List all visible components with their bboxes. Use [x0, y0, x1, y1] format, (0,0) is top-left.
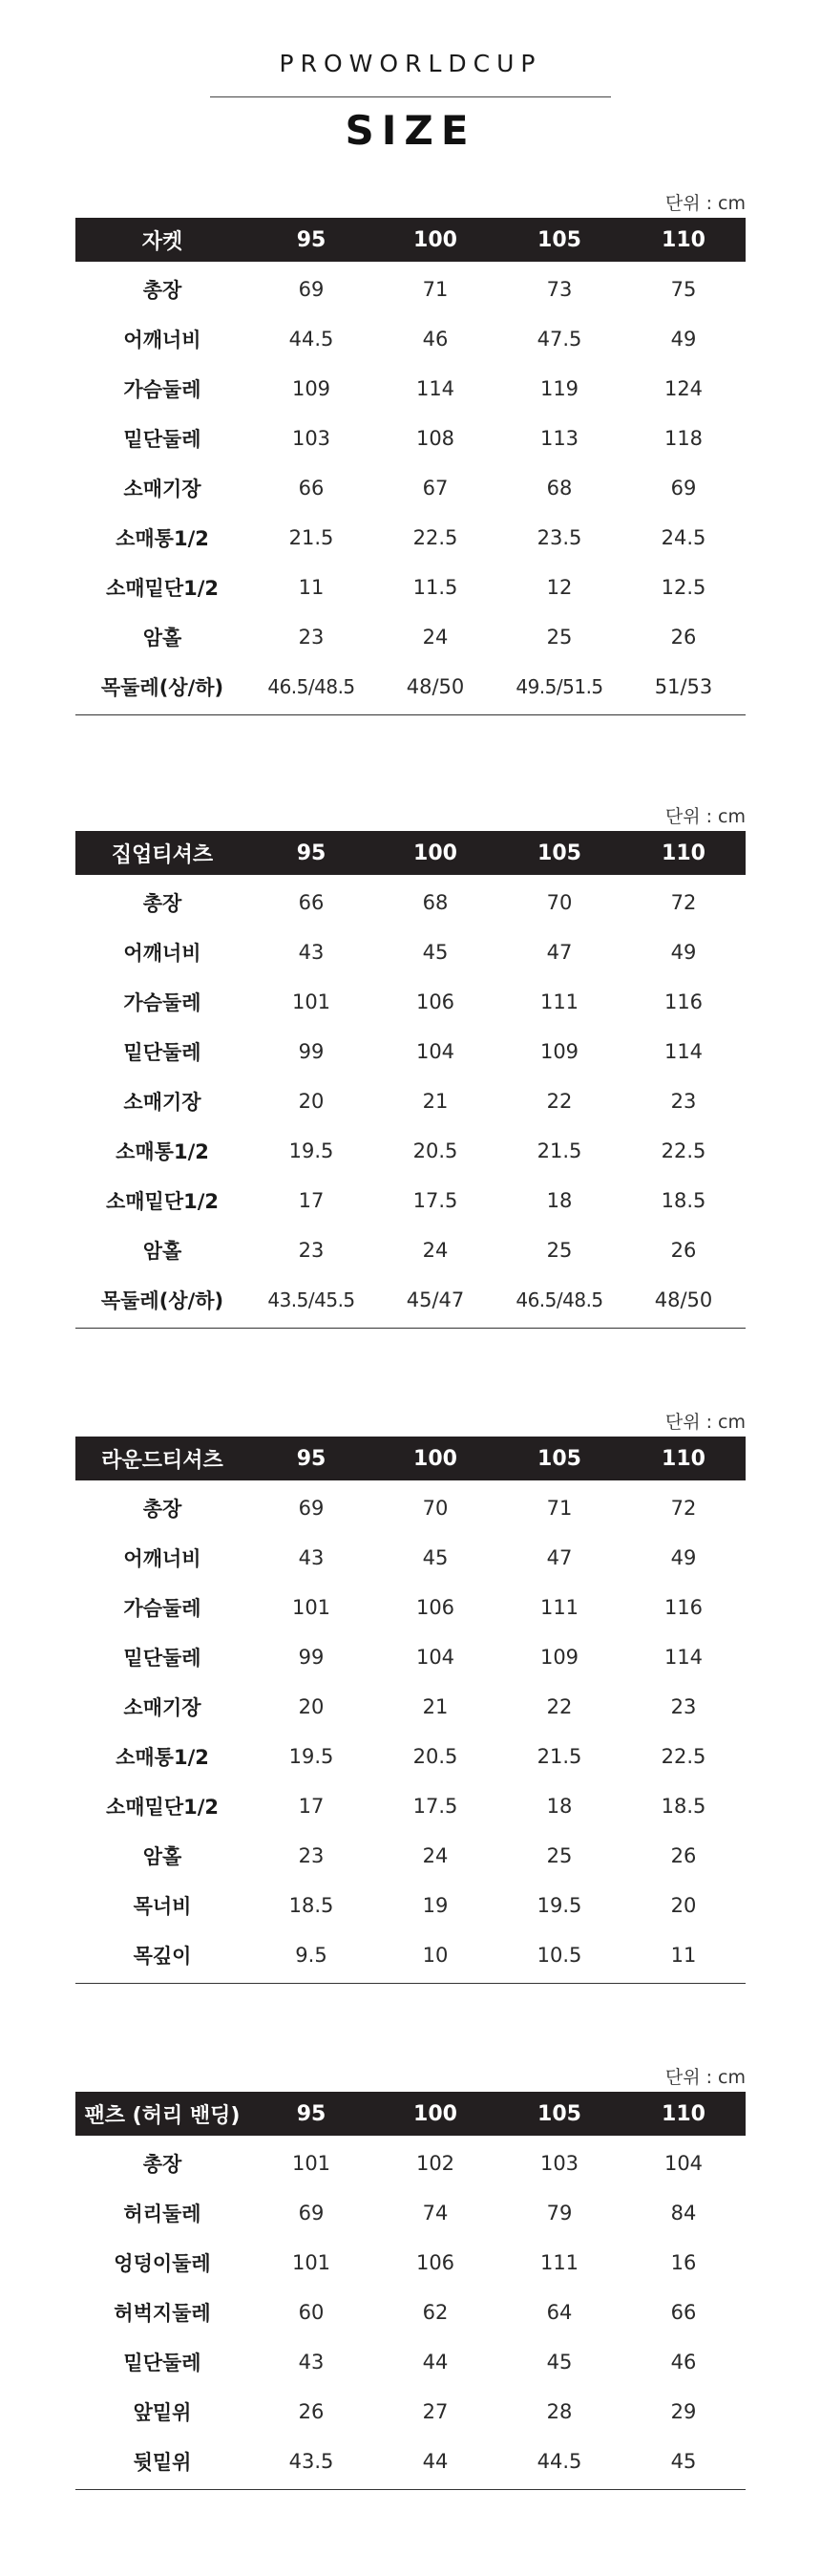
measurement-value: 114	[415, 377, 455, 400]
measurement-value: 104	[415, 1040, 455, 1063]
measurement-value: 45	[546, 2351, 573, 2374]
measurement-value: 46	[670, 2351, 697, 2374]
table-row	[75, 2288, 746, 2337]
measurement-value: 49	[670, 328, 697, 351]
measurement-label: 총장	[142, 2153, 182, 2176]
measurement-label: 목둘레(상/하)	[75, 1275, 249, 1329]
measurement-value: 47	[546, 941, 573, 964]
header-row	[75, 218, 746, 262]
measurement-label: 밑단둘레	[123, 2352, 201, 2374]
measurement-value: 43	[298, 2351, 325, 2374]
table-row	[75, 977, 746, 1027]
unit-label: 단위 : cm	[664, 806, 746, 827]
size-header: 100	[373, 2092, 497, 2136]
table-row	[75, 612, 746, 662]
header-row	[75, 1437, 746, 1480]
table-row	[75, 1831, 746, 1881]
measurement-label: 앞밑위	[133, 2401, 192, 2424]
measurement-label: 허리둘레	[123, 2203, 201, 2225]
category-header: 집업티셔츠	[75, 831, 249, 875]
measurement-value: 109	[539, 1646, 579, 1669]
measurement-value: 20	[670, 1894, 697, 1917]
measurement-label: 가슴둘레	[123, 1597, 201, 1620]
measurement-value: 47	[546, 1546, 573, 1569]
measurement-value: 99	[298, 1040, 325, 1063]
table-row	[75, 2387, 746, 2437]
table-row	[75, 314, 746, 364]
measurement-value: 12	[546, 576, 573, 599]
measurement-value: 23	[670, 1695, 697, 1718]
table-row	[75, 364, 746, 414]
measurement-value: 68	[546, 477, 573, 500]
table-row	[75, 2136, 746, 2188]
table-row	[75, 1275, 746, 1329]
measurement-value: 60	[298, 2301, 325, 2324]
table-row	[75, 1583, 746, 1632]
table-row	[75, 927, 746, 977]
measurement-label: 소매밑단1/2	[105, 1190, 220, 1213]
table-row	[75, 2437, 746, 2490]
table-row	[75, 1682, 746, 1732]
measurement-label: 뒷밑위	[75, 2437, 249, 2490]
measurement-value: 43.5/45.5	[249, 1275, 373, 1329]
measurement-value: 111	[539, 1596, 579, 1619]
measurement-value: 18.5	[661, 1795, 706, 1818]
measurement-value: 43	[298, 941, 325, 964]
unit-label: 단위 : cm	[664, 2067, 746, 2088]
measurement-value: 99	[298, 1646, 325, 1669]
measurement-value: 22.5	[661, 1139, 706, 1162]
measurement-value: 18.5	[661, 1189, 706, 1212]
table-row	[75, 1027, 746, 1076]
measurement-value: 45	[422, 1546, 449, 1569]
table-row	[75, 662, 746, 715]
measurement-value: 27	[422, 2400, 449, 2423]
measurement-value: 74	[422, 2202, 449, 2225]
table-row	[75, 1480, 746, 1533]
measurement-value: 17.5	[412, 1795, 458, 1818]
measurement-value: 22	[546, 1090, 573, 1113]
measurement-value: 48/50	[621, 1275, 746, 1329]
measurement-value: 22	[546, 1695, 573, 1718]
measurement-value: 104	[415, 1646, 455, 1669]
measurement-value: 62	[422, 2301, 449, 2324]
measurement-value: 66	[298, 891, 325, 914]
measurement-value: 116	[663, 990, 704, 1013]
header-row	[75, 831, 746, 875]
measurement-value: 108	[415, 427, 455, 450]
measurement-value: 20	[298, 1090, 325, 1113]
size-header: 95	[249, 831, 373, 875]
table-row	[75, 1176, 746, 1225]
measurement-label: 암홀	[142, 1845, 182, 1868]
table-row	[75, 1781, 746, 1831]
size-table	[75, 218, 746, 715]
measurement-value: 23.5	[537, 526, 582, 549]
measurement-value: 124	[663, 377, 704, 400]
measurement-label: 밑단둘레	[123, 428, 201, 451]
measurement-label: 어깨너비	[123, 1547, 201, 1570]
table-row	[75, 414, 746, 463]
brand-name: PROWORLDCUP	[279, 50, 542, 77]
measurement-label: 어깨너비	[123, 942, 201, 965]
table-row	[75, 1126, 746, 1176]
measurement-value: 11	[298, 576, 325, 599]
measurement-value: 9.5	[249, 1930, 373, 1984]
measurement-value: 70	[422, 1497, 449, 1520]
measurement-value: 22.5	[412, 526, 458, 549]
size-header: 105	[497, 1437, 621, 1480]
size-header: 105	[497, 218, 621, 262]
measurement-label: 가슴둘레	[123, 378, 201, 401]
measurement-value: 70	[546, 891, 573, 914]
table-row	[75, 1632, 746, 1682]
measurement-value: 19.5	[288, 1139, 334, 1162]
brand-divider	[210, 96, 611, 97]
measurement-label: 목둘레(상/하)	[75, 662, 249, 715]
measurement-label: 암홀	[142, 627, 182, 649]
measurement-value: 101	[291, 990, 331, 1013]
measurement-label: 엉덩이둘레	[114, 2252, 211, 2275]
measurement-value: 20.5	[412, 1139, 458, 1162]
measurement-label: 밑단둘레	[123, 1647, 201, 1670]
size-header: 95	[249, 218, 373, 262]
measurement-value: 69	[298, 2202, 325, 2225]
measurement-value: 43	[298, 1546, 325, 1569]
measurement-value: 118	[663, 427, 704, 450]
measurement-value: 64	[546, 2301, 573, 2324]
measurement-value: 111	[539, 2251, 579, 2274]
measurement-label: 소매통1/2	[116, 527, 209, 550]
measurement-value: 21	[422, 1695, 449, 1718]
measurement-label: 소매기장	[123, 478, 201, 500]
size-header: 105	[497, 2092, 621, 2136]
measurement-value: 66	[670, 2301, 697, 2324]
measurement-label: 소매기장	[123, 1696, 201, 1719]
measurement-value: 26	[298, 2400, 325, 2423]
measurement-value: 46.5/48.5	[249, 662, 373, 715]
measurement-value: 29	[670, 2400, 697, 2423]
unit-label: 단위 : cm	[664, 1412, 746, 1433]
measurement-value: 106	[415, 990, 455, 1013]
measurement-value: 48/50	[373, 662, 497, 715]
measurement-value: 24.5	[661, 526, 706, 549]
table-row	[75, 1225, 746, 1275]
measurement-value: 10.5	[497, 1930, 621, 1984]
table-row	[75, 463, 746, 513]
measurement-value: 28	[546, 2400, 573, 2423]
measurement-value: 69	[298, 278, 325, 301]
measurement-value: 109	[291, 377, 331, 400]
measurement-label: 어깨너비	[123, 329, 201, 351]
table-row	[75, 1732, 746, 1781]
measurement-value: 46	[422, 328, 449, 351]
measurement-value: 69	[298, 1497, 325, 1520]
measurement-value: 20	[298, 1695, 325, 1718]
size-header: 100	[373, 218, 497, 262]
measurement-value: 66	[298, 477, 325, 500]
measurement-value: 43.5	[249, 2437, 373, 2490]
measurement-value: 114	[663, 1646, 704, 1669]
measurement-value: 72	[670, 1497, 697, 1520]
measurement-value: 12.5	[661, 576, 706, 599]
measurement-value: 101	[291, 2152, 331, 2175]
measurement-value: 69	[670, 477, 697, 500]
measurement-value: 46.5/48.5	[497, 1275, 621, 1329]
measurement-value: 20.5	[412, 1745, 458, 1768]
measurement-value: 103	[539, 2152, 579, 2175]
measurement-value: 24	[422, 1239, 449, 1262]
table-row	[75, 1533, 746, 1583]
measurement-label: 밑단둘레	[123, 1041, 201, 1064]
measurement-label: 암홀	[142, 1240, 182, 1263]
measurement-value: 21	[422, 1090, 449, 1113]
size-header: 110	[621, 218, 746, 262]
measurement-value: 22.5	[661, 1745, 706, 1768]
size-header: 100	[373, 1437, 497, 1480]
measurement-value: 23	[298, 626, 325, 649]
category-header: 라운드티셔츠	[75, 1437, 249, 1480]
measurement-value: 21.5	[537, 1745, 582, 1768]
measurement-value: 67	[422, 477, 449, 500]
measurement-value: 10	[373, 1930, 497, 1984]
size-header: 110	[621, 2092, 746, 2136]
measurement-value: 18.5	[288, 1894, 334, 1917]
measurement-value: 49	[670, 1546, 697, 1569]
measurement-label: 목깊이	[75, 1930, 249, 1984]
measurement-value: 104	[663, 2152, 704, 2175]
measurement-value: 103	[291, 427, 331, 450]
measurement-value: 109	[539, 1040, 579, 1063]
measurement-value: 25	[546, 1239, 573, 1262]
measurement-value: 71	[546, 1497, 573, 1520]
measurement-label: 소매밑단1/2	[105, 1796, 220, 1819]
measurement-value: 17.5	[412, 1189, 458, 1212]
measurement-value: 44	[422, 2351, 449, 2374]
size-header: 110	[621, 831, 746, 875]
measurement-value: 16	[670, 2251, 697, 2274]
measurement-value: 101	[291, 1596, 331, 1619]
measurement-value: 11.5	[412, 576, 458, 599]
table-row	[75, 563, 746, 612]
measurement-value: 45/47	[373, 1275, 497, 1329]
measurement-label: 소매통1/2	[116, 1746, 209, 1769]
measurement-value: 106	[415, 2251, 455, 2274]
measurement-value: 18	[546, 1795, 573, 1818]
measurement-value: 25	[546, 1844, 573, 1867]
measurement-value: 19.5	[537, 1894, 582, 1917]
measurement-label: 총장	[142, 1498, 182, 1521]
measurement-value: 17	[298, 1189, 325, 1212]
category-header: 자켓	[75, 218, 249, 262]
measurement-value: 51/53	[621, 662, 746, 715]
measurement-value: 26	[670, 1844, 697, 1867]
category-header: 팬츠 (허리 밴딩)	[75, 2092, 249, 2136]
measurement-value: 45	[621, 2437, 746, 2490]
measurement-value: 21.5	[288, 526, 334, 549]
measurement-value: 75	[670, 278, 697, 301]
measurement-value: 116	[663, 1596, 704, 1619]
size-header: 100	[373, 831, 497, 875]
table-row	[75, 1930, 746, 1984]
measurement-value: 18	[546, 1189, 573, 1212]
measurement-value: 49	[670, 941, 697, 964]
size-table	[75, 831, 746, 1329]
measurement-value: 106	[415, 1596, 455, 1619]
measurement-label: 소매밑단1/2	[105, 577, 220, 600]
measurement-label: 총장	[142, 892, 182, 915]
measurement-value: 44	[373, 2437, 497, 2490]
measurement-value: 23	[298, 1239, 325, 1262]
measurement-value: 114	[663, 1040, 704, 1063]
measurement-value: 84	[670, 2202, 697, 2225]
size-table	[75, 2092, 746, 2490]
measurement-value: 11	[621, 1930, 746, 1984]
table-row	[75, 262, 746, 314]
unit-label: 단위 : cm	[664, 193, 746, 214]
measurement-value: 25	[546, 626, 573, 649]
measurement-value: 111	[539, 990, 579, 1013]
measurement-label: 소매통1/2	[116, 1140, 209, 1163]
measurement-value: 68	[422, 891, 449, 914]
measurement-value: 119	[539, 377, 579, 400]
measurement-value: 47.5	[537, 328, 582, 351]
measurement-value: 44.5	[497, 2437, 621, 2490]
measurement-label: 총장	[142, 279, 182, 302]
measurement-value: 44.5	[288, 328, 334, 351]
measurement-value: 17	[298, 1795, 325, 1818]
measurement-value: 101	[291, 2251, 331, 2274]
measurement-value: 49.5/51.5	[497, 662, 621, 715]
header-row	[75, 2092, 746, 2136]
table-row	[75, 2188, 746, 2238]
measurement-value: 113	[539, 427, 579, 450]
measurement-value: 26	[670, 1239, 697, 1262]
measurement-value: 21.5	[537, 1139, 582, 1162]
size-table	[75, 1437, 746, 1984]
measurement-value: 23	[670, 1090, 697, 1113]
size-header: 105	[497, 831, 621, 875]
page-title: SIZE	[345, 107, 476, 154]
measurement-value: 24	[422, 626, 449, 649]
measurement-value: 45	[422, 941, 449, 964]
measurement-label: 허벅지둘레	[114, 2302, 211, 2325]
measurement-label: 목너비	[133, 1895, 192, 1918]
measurement-value: 73	[546, 278, 573, 301]
table-row	[75, 875, 746, 927]
size-header: 95	[249, 1437, 373, 1480]
size-header: 110	[621, 1437, 746, 1480]
measurement-value: 71	[422, 278, 449, 301]
table-row	[75, 1076, 746, 1126]
measurement-value: 19.5	[288, 1745, 334, 1768]
table-row	[75, 1881, 746, 1930]
measurement-value: 72	[670, 891, 697, 914]
measurement-value: 24	[422, 1844, 449, 1867]
measurement-value: 79	[546, 2202, 573, 2225]
size-header: 95	[249, 2092, 373, 2136]
measurement-label: 가슴둘레	[123, 991, 201, 1014]
measurement-value: 19	[422, 1894, 449, 1917]
measurement-value: 26	[670, 626, 697, 649]
table-row	[75, 513, 746, 563]
measurement-label: 소매기장	[123, 1091, 201, 1114]
measurement-value: 23	[298, 1844, 325, 1867]
table-row	[75, 2238, 746, 2288]
table-row	[75, 2337, 746, 2387]
measurement-value: 102	[415, 2152, 455, 2175]
